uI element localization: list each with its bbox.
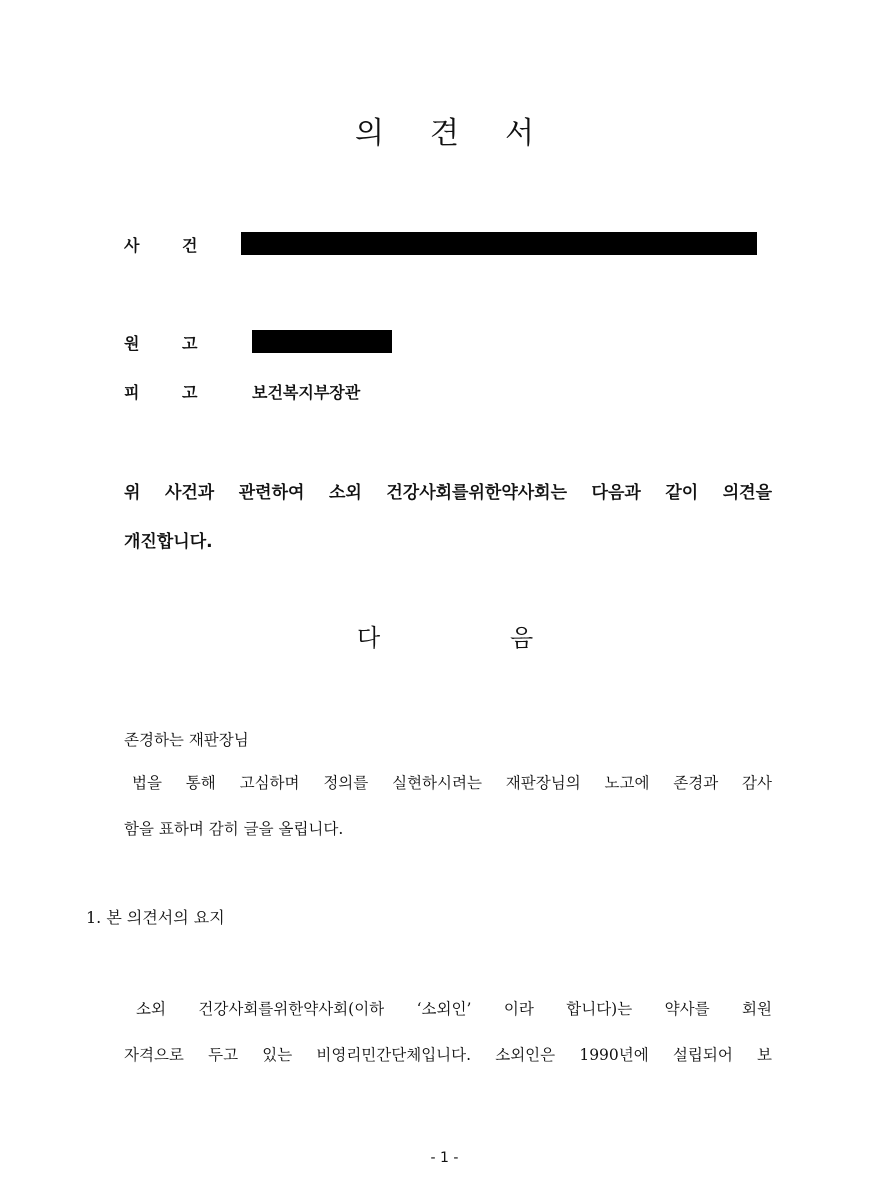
title-char: 의 (355, 116, 384, 151)
subtitle-char: 음 (510, 624, 534, 652)
section-line: 소외 건강사회를위한약사회(이하 ‘소외인’ 이라 합니다)는 약사를 회원 (136, 1000, 772, 1018)
plaintiff-label: 원 고 (124, 334, 198, 353)
section-line: 자격으로 두고 있는 비영리민간단체입니다. 소외인은 1990년에 설립되어 보 (124, 1046, 772, 1064)
intro-line: 개진합니다. (124, 532, 213, 552)
page-number: - 1 - (430, 1150, 459, 1166)
subtitle-char: 다 (357, 624, 381, 652)
intro-line: 위 사건과 관련하여 소외 건강사회를위한약사회는 다음과 같이 의견을 (124, 483, 772, 503)
plaintiff-redaction (252, 330, 392, 353)
section-heading: 1. 본 의견서의 요지 (86, 908, 225, 927)
greeting-line: 법을 통해 고심하며 정의를 실현하시려는 재판장님의 노고에 존경과 감사 (132, 774, 772, 792)
title-char: 서 (504, 116, 534, 151)
case-label: 사 건 (124, 236, 198, 255)
defendant-label: 피 고 (124, 383, 198, 402)
salutation: 존경하는 재판장님 (124, 731, 249, 749)
defendant-value: 보건복지부장관 (252, 383, 361, 402)
case-redaction (241, 232, 757, 255)
greeting-line: 함을 표하며 감히 글을 올립니다. (124, 820, 344, 838)
title-char: 견 (430, 116, 459, 151)
document-title (0, 108, 889, 152)
